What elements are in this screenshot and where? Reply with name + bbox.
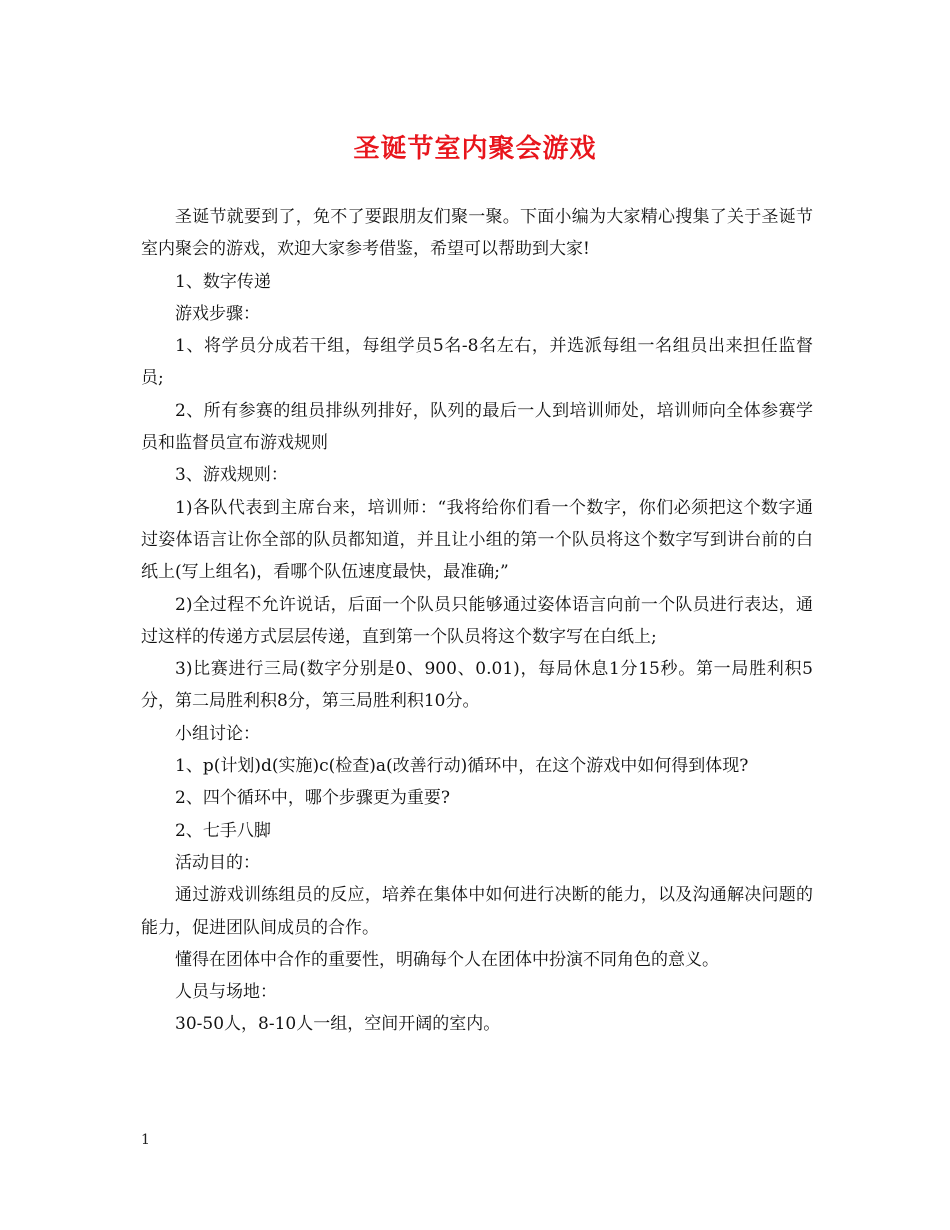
discussion-question: 1、p(计划)d(实施)c(检查)a(改善行动)循环中，在这个游戏中如何得到体现?: [175, 756, 749, 777]
page-number: 1: [141, 1132, 150, 1148]
discussion-question: 2、四个循环中，哪个步骤更为重要?: [175, 788, 450, 809]
rule-paragraph: 2)全过程不允许说话，后面一个队员只能够通过姿体语言向前一个队员进行表达，通过这样的传递方式层层传递，直到第一个队员将这个数字写在白纸上;: [141, 594, 813, 647]
subheading-game-steps: 游戏步骤：: [175, 303, 260, 324]
purpose-paragraph: 通过游戏训练组员的反应，培养在集体中如何进行决断的能力，以及沟通解决问题的能力，促进团队间成员的合作。: [141, 885, 813, 938]
step-paragraph: 2、所有参赛的组员排纵列排好，队列的最后一人到培训师处，培训师向全体参赛学员和监督员宣布游戏规则: [141, 400, 813, 454]
document-body: [141, 201, 813, 1041]
subheading-group-discussion: 小组讨论：: [175, 723, 260, 744]
subheading-activity-purpose: 活动目的：: [175, 852, 260, 873]
rule-paragraph: 1)各队代表到主席台来，培训师：“我将给你们看一个数字，你们必须把这个数字通过姿体语言让你全部的队员都知道，并且让小组的第一个队员将这个数字写到讲台前的白纸上(写上组名)，看哪个队伍速度最快，最准确;”: [141, 497, 813, 583]
venue-paragraph: 30-50人，8-10人一组，空间开阔的室内。: [175, 1014, 501, 1035]
purpose-paragraph: 懂得在团体中合作的重要性，明确每个人在团体中扮演不同角色的意义。: [175, 949, 719, 970]
step-paragraph: 1、将学员分成若干组，每组学员5名-8名左右，并选派每组一名组员出来担任监督员;: [141, 336, 813, 389]
section-heading-number-relay: 1、数字传递: [175, 271, 271, 292]
intro-paragraph: 圣诞节就要到了，免不了要跟朋友们聚一聚。下面小编为大家精心搜集了关于圣诞节室内聚会的游戏，欢迎大家参考借鉴，希望可以帮助到大家!: [141, 207, 813, 260]
subheading-game-rules: 3、游戏规则：: [175, 465, 288, 486]
section-heading-seven-hands: 2、七手八脚: [175, 820, 271, 841]
subheading-people-and-venue: 人员与场地：: [175, 982, 277, 1003]
page-title: 圣诞节室内聚会游戏: [353, 134, 597, 164]
rule-paragraph: 3)比赛进行三局(数字分别是0、900、0.01)，每局休息1分15秒。第一局胜利积5分，第二局胜利积8分，第三局胜利积10分。: [141, 659, 813, 712]
